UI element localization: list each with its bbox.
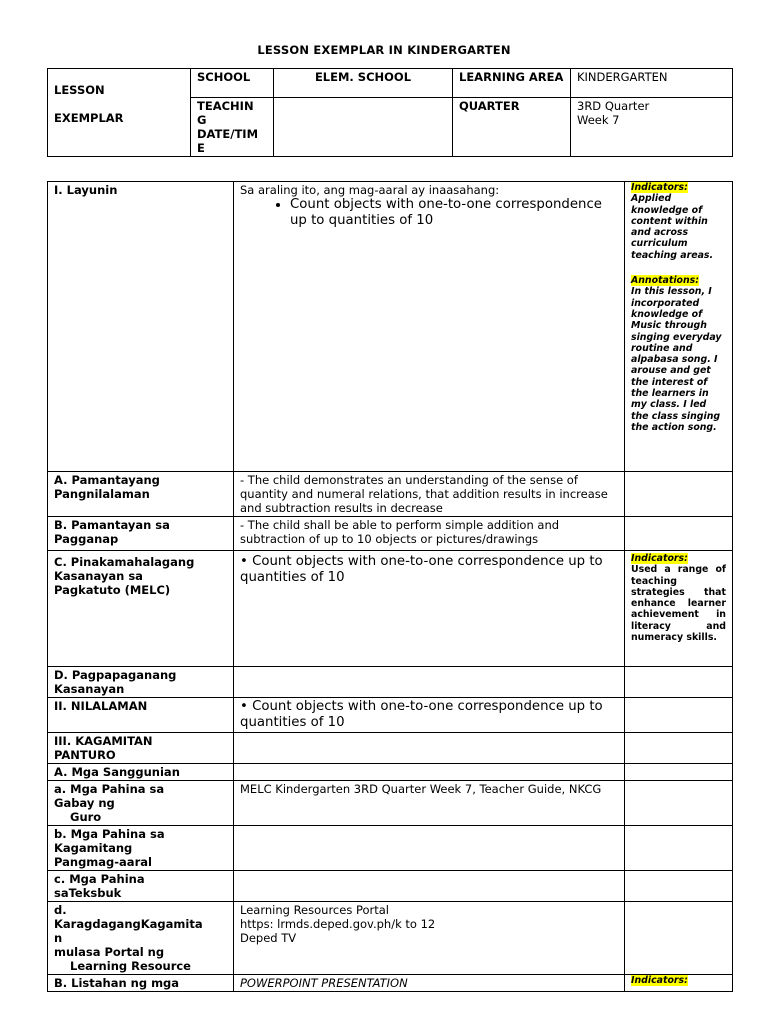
document-title: LESSON EXEMPLAR IN KINDERGARTEN xyxy=(257,43,511,57)
table-row xyxy=(48,764,733,781)
table-row xyxy=(48,902,733,975)
pamantayang-label: A. Pamantayang Pangnilalaman xyxy=(48,472,234,517)
lesson-exemplar-label: LESSON EXEMPLAR xyxy=(48,69,191,157)
learning-area-label: LEARNING AREA xyxy=(453,69,571,98)
table-row xyxy=(48,551,733,667)
layunin-content: Sa araling ito, ang mag-aaral ay inaasahang: • Count objects with one-to-one correspondence up to quantities of 10 xyxy=(234,182,625,472)
table-row xyxy=(48,182,733,472)
table-row xyxy=(48,698,733,733)
kagamitan-label: III. KAGAMITAN PANTURO xyxy=(48,733,234,764)
gabay-content: MELC Kindergarten 3RD Quarter Week 7, Teacher Guide, NKCG xyxy=(234,781,625,826)
listahan-label: B. Listahan ng mga xyxy=(48,975,234,992)
teksbuk-label: c. Mga Pahina saTeksbuk xyxy=(48,871,234,902)
layunin-notes xyxy=(625,182,733,472)
quarter-value: 3RD Quarter Week 7 xyxy=(571,98,733,157)
indicators-text: Applied knowledge of content within and across curriculum teaching areas. xyxy=(631,193,714,261)
melc-notes xyxy=(625,551,733,667)
table-row xyxy=(48,517,733,551)
layunin-label: I. Layunin xyxy=(48,182,234,472)
pamantayang-content: - The child demonstrates an understanding of the sense of quantity and numeral relations, that addition results in increase and subtraction results in decrease xyxy=(234,472,625,517)
lesson-table xyxy=(47,181,733,992)
learning-area-value: KINDERGARTEN xyxy=(571,69,733,98)
karagdagang-label: d. KaragdagangKagamita n mulasa Portal ng Learning Resource xyxy=(48,902,234,975)
indicators-label: Indicators: xyxy=(631,975,688,986)
layunin-objective: • Count objects with one-to-one correspondence up to quantities of 10 xyxy=(290,197,618,229)
table-row xyxy=(48,781,733,826)
gabay-label: a. Mga Pahina sa Gabay ng Guro xyxy=(48,781,234,826)
table-row xyxy=(48,667,733,698)
teaching-date-label: TEACHIN G DATE/TIM E xyxy=(191,98,274,157)
nilalaman-content: • Count objects with one-to-one correspondence up to quantities of 10 xyxy=(234,698,625,733)
table-row xyxy=(48,871,733,902)
indicators-label: Indicators: xyxy=(631,182,688,193)
pagpapaganang-label: D. Pagpapaganang Kasanayan xyxy=(48,667,234,698)
quarter-label: QUARTER xyxy=(453,98,571,157)
teaching-date-value xyxy=(274,98,453,157)
annotations-label: Annotations: xyxy=(631,275,699,287)
karagdagang-content: Learning Resources Portal https: lrmds.deped.gov.ph/k to 12 Deped TV xyxy=(234,902,625,975)
pamantayan-pagganap-content: - The child shall be able to perform simple addition and subtraction of up to 10 objects or pictures/drawings xyxy=(234,517,625,551)
school-label: SCHOOL xyxy=(191,69,274,98)
listahan-content: POWERPOINT PRESENTATION xyxy=(234,975,625,992)
melc-label: C. Pinakamahalagang Kasanayan sa Pagkatuto (MELC) xyxy=(48,551,234,667)
table-row xyxy=(48,826,733,871)
school-value: ELEM. SCHOOL xyxy=(274,69,453,98)
melc-content: • Count objects with one-to-one correspondence up to quantities of 10 xyxy=(234,551,625,667)
annotations-text: In this lesson, I incorporated knowledge of Music through singing everyday routine and alpabasa song. I arouse and get the interest of the learners in my class. I led the class singing the action song. xyxy=(631,286,722,433)
indicators-label: Indicators: xyxy=(631,553,688,564)
table-row xyxy=(48,733,733,764)
nilalaman-label: II. NILALAMAN xyxy=(48,698,234,733)
kagamitang-label: b. Mga Pahina sa Kagamitang Pangmag-aaral xyxy=(48,826,234,871)
table-row xyxy=(48,975,733,992)
indicators-text: Used a range of teaching strategies that enhance learner achievement in literacy and numeracy skills. xyxy=(631,564,726,644)
pamantayan-pagganap-label: B. Pamantayan sa Pagganap xyxy=(48,517,234,551)
sanggunian-label: A. Mga Sanggunian xyxy=(48,764,234,781)
listahan-notes xyxy=(625,975,733,992)
table-row xyxy=(48,472,733,517)
header-table xyxy=(47,68,733,157)
